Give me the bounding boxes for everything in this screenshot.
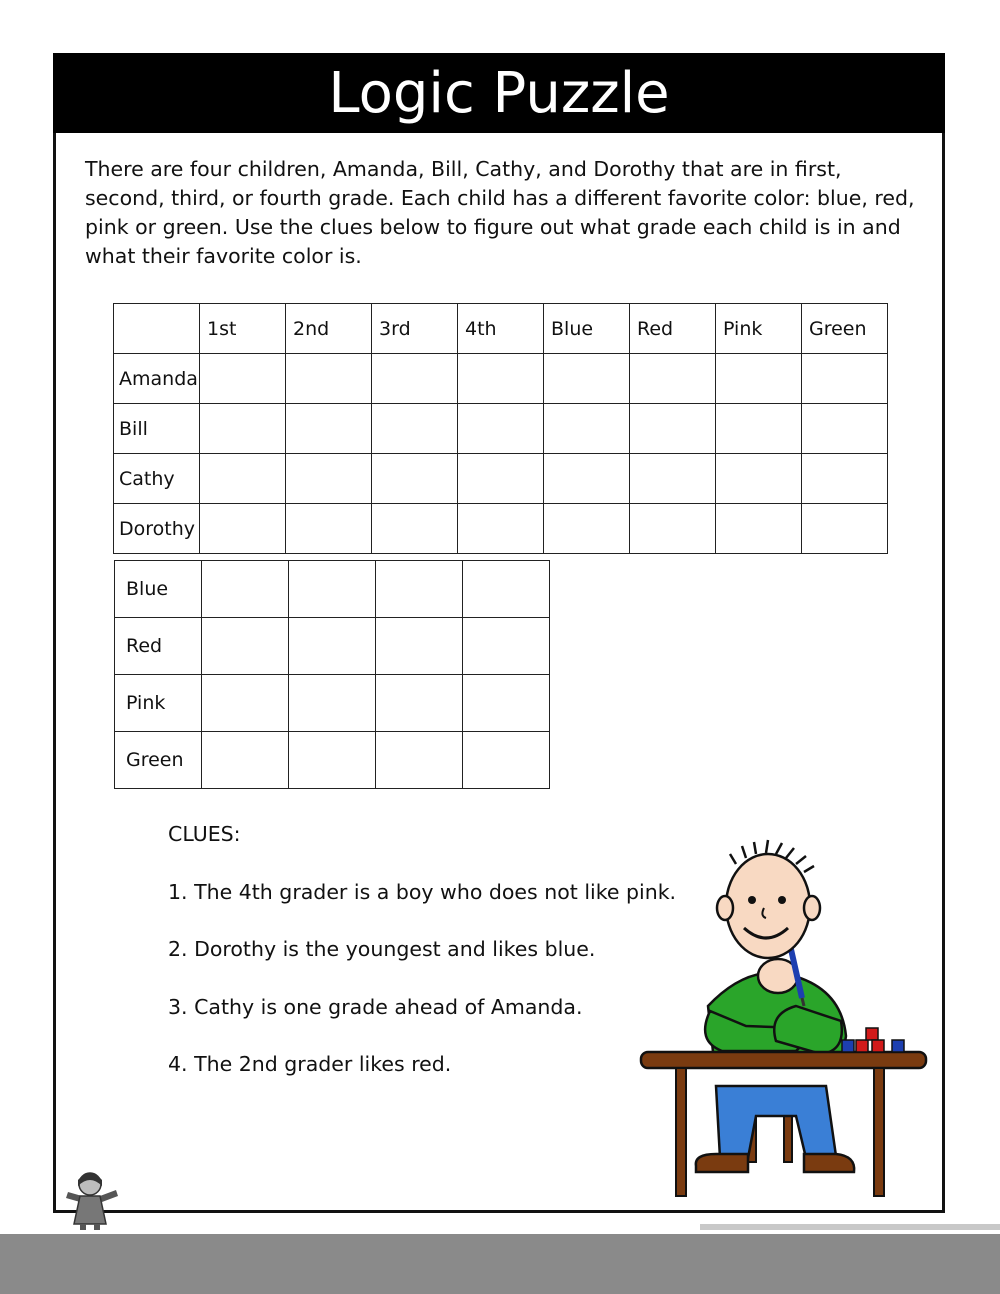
grid-cell[interactable]	[716, 354, 802, 404]
grid-cell[interactable]	[802, 504, 888, 554]
grid-cell[interactable]	[289, 732, 376, 789]
title-bar	[53, 53, 945, 133]
grid-cell[interactable]	[202, 675, 289, 732]
col-header-green: Green	[802, 304, 888, 354]
clue-1: 1. The 4th grader is a boy who does not like pink.	[168, 880, 677, 904]
grid-row-pink	[115, 675, 550, 732]
footer-divider	[700, 1224, 1000, 1230]
grid-cell[interactable]	[458, 454, 544, 504]
grid-cell[interactable]	[458, 354, 544, 404]
grid-cell[interactable]	[202, 732, 289, 789]
page-title: Logic Puzzle	[328, 60, 670, 126]
grid-cell[interactable]	[716, 454, 802, 504]
grid-cell[interactable]	[544, 404, 630, 454]
grid-cell[interactable]	[802, 404, 888, 454]
grid-cell[interactable]	[200, 454, 286, 504]
grid-cell[interactable]	[372, 504, 458, 554]
clue-2: 2. Dorothy is the youngest and likes blue.	[168, 937, 596, 961]
grid-cell[interactable]	[458, 404, 544, 454]
grid-cell[interactable]	[544, 354, 630, 404]
grid-cell[interactable]	[376, 561, 463, 618]
clue-4: 4. The 2nd grader likes red.	[168, 1052, 452, 1076]
grid-cell[interactable]	[802, 454, 888, 504]
col-header-3rd: 3rd	[372, 304, 458, 354]
col-header-pink: Pink	[716, 304, 802, 354]
grid-cell[interactable]	[716, 404, 802, 454]
bottom-gray-band	[0, 1234, 1000, 1294]
grid-cell[interactable]	[372, 454, 458, 504]
grid-row-red	[115, 618, 550, 675]
col-header-2nd: 2nd	[286, 304, 372, 354]
grid-cell[interactable]	[544, 454, 630, 504]
grid-cell[interactable]	[630, 354, 716, 404]
row-label-amanda: Amanda	[114, 354, 200, 404]
grid-row-cathy	[114, 454, 888, 504]
grid-cell[interactable]	[289, 675, 376, 732]
col-header-red: Red	[630, 304, 716, 354]
grid-cell[interactable]	[289, 561, 376, 618]
row-label-dorothy: Dorothy	[114, 504, 200, 554]
grid-cell[interactable]	[544, 504, 630, 554]
grid-cell[interactable]	[463, 561, 550, 618]
grid-header-row	[114, 304, 888, 354]
grid-cell[interactable]	[286, 354, 372, 404]
row-label-pink: Pink	[115, 675, 202, 732]
row-label-blue: Blue	[115, 561, 202, 618]
grid-cell[interactable]	[289, 618, 376, 675]
grid-row-blue	[115, 561, 550, 618]
grid-corner-cell	[114, 304, 200, 354]
grid-cell[interactable]	[376, 618, 463, 675]
col-header-4th: 4th	[458, 304, 544, 354]
girl-mascot-icon	[60, 1168, 124, 1232]
grid-cell[interactable]	[286, 504, 372, 554]
grid-row-amanda	[114, 354, 888, 404]
grid-cell[interactable]	[630, 454, 716, 504]
grid-cell[interactable]	[376, 675, 463, 732]
grid-cell[interactable]	[376, 732, 463, 789]
clue-3: 3. Cathy is one grade ahead of Amanda.	[168, 995, 583, 1019]
grid-cell[interactable]	[463, 675, 550, 732]
grid-cell[interactable]	[458, 504, 544, 554]
grid-cell[interactable]	[463, 618, 550, 675]
grid-cell[interactable]	[630, 404, 716, 454]
grid-cell[interactable]	[372, 404, 458, 454]
grid-row-green	[115, 732, 550, 789]
row-label-cathy: Cathy	[114, 454, 200, 504]
grid-cell[interactable]	[716, 504, 802, 554]
grid-cell[interactable]	[200, 354, 286, 404]
row-label-bill: Bill	[114, 404, 200, 454]
boy-at-desk-icon	[636, 836, 931, 1201]
grid-cell[interactable]	[630, 504, 716, 554]
grid-row-bill	[114, 404, 888, 454]
logic-grid-colors	[114, 560, 550, 789]
grid-cell[interactable]	[463, 732, 550, 789]
clues-heading: CLUES:	[168, 822, 241, 846]
grid-cell[interactable]	[200, 404, 286, 454]
grid-cell[interactable]	[372, 354, 458, 404]
grid-cell[interactable]	[202, 618, 289, 675]
grid-cell[interactable]	[200, 504, 286, 554]
col-header-blue: Blue	[544, 304, 630, 354]
logic-grid-children	[113, 303, 888, 554]
row-label-green: Green	[115, 732, 202, 789]
grid-cell[interactable]	[286, 454, 372, 504]
grid-row-dorothy	[114, 504, 888, 554]
col-header-1st: 1st	[200, 304, 286, 354]
intro-paragraph: There are four children, Amanda, Bill, Cathy, and Dorothy that are in first, second, third, or fourth grade. Each child has a different favorite color: blue, red, pink or green. Use the clues below to figure out what grade each child is in and what their favorite color is.	[85, 157, 915, 268]
grid-cell[interactable]	[286, 404, 372, 454]
row-label-red: Red	[115, 618, 202, 675]
grid-cell[interactable]	[802, 354, 888, 404]
grid-cell[interactable]	[202, 561, 289, 618]
